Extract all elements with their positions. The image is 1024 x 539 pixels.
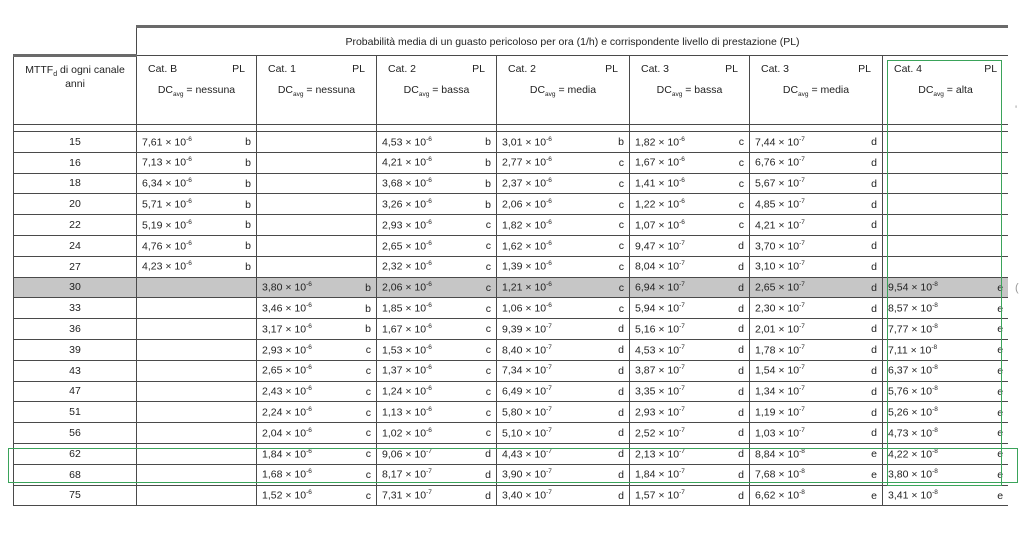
value-cell <box>137 423 257 444</box>
column-header-7: Cat. 4 PL $DC_{avg}$ = alta <box>883 56 1009 125</box>
mttf-cell: 56 <box>14 423 137 444</box>
value-cell: $2,04 \times 10^{-6}$ c <box>257 423 377 444</box>
table-row <box>14 235 1009 256</box>
value-cell: $3,10 \times 10^{-7}$ d <box>750 256 883 277</box>
table-row <box>14 464 1009 485</box>
table-row <box>14 360 1009 381</box>
value-cell: $2,93 \times 10^{-7}$ d <box>630 402 750 423</box>
value-cell: $1,84 \times 10^{-6}$ c <box>257 443 377 464</box>
column-header-1: Cat. B PL $DC_{avg}$ = nessuna <box>137 56 257 125</box>
value-cell: $5,10 \times 10^{-7}$ d <box>497 423 630 444</box>
table-row <box>14 485 1009 506</box>
value-cell: $4,85 \times 10^{-7}$ d <box>750 194 883 215</box>
value-cell <box>137 485 257 506</box>
value-cell: $2,77 \times 10^{-6}$ c <box>497 152 630 173</box>
value-cell <box>257 173 377 194</box>
value-cell: $5,80 \times 10^{-7}$ d <box>497 402 630 423</box>
value-cell: $1,21 \times 10^{-6}$ c <box>497 277 630 298</box>
value-cell: $3,87 \times 10^{-7}$ d <box>630 360 750 381</box>
mttf-cell: 15 <box>14 132 137 153</box>
value-cell <box>883 235 1009 256</box>
value-cell: $2,37 \times 10^{-6}$ c <box>497 173 630 194</box>
value-cell: $2,32 \times 10^{-6}$ c <box>377 256 497 277</box>
value-cell: $1,54 \times 10^{-7}$ d <box>750 360 883 381</box>
value-cell: $7,44 \times 10^{-7}$ d <box>750 132 883 153</box>
mttf-header: $MTTF_d$ di ogni canale anni <box>14 56 137 125</box>
value-cell <box>883 194 1009 215</box>
value-cell <box>883 152 1009 173</box>
value-cell: $4,76 \times 10^{-6}$ b <box>137 235 257 256</box>
value-cell: $5,26 \times 10^{-8}$ e <box>883 402 1009 423</box>
mttf-cell: 43 <box>14 360 137 381</box>
value-cell: $2,65 \times 10^{-7}$ d <box>750 277 883 298</box>
corner-blank <box>14 27 137 56</box>
table-row <box>14 339 1009 360</box>
value-cell: $6,94 \times 10^{-7}$ d <box>630 277 750 298</box>
mttf-cell: 75 <box>14 485 137 506</box>
value-cell: $1,82 \times 10^{-6}$ c <box>497 215 630 236</box>
column-header-5: Cat. 3 PL $DC_{avg}$ = bassa <box>630 56 750 125</box>
column-header-6: Cat. 3 PL $DC_{avg}$ = media <box>750 56 883 125</box>
value-cell: $1,03 \times 10^{-7}$ d <box>750 423 883 444</box>
value-cell: $5,94 \times 10^{-7}$ d <box>630 298 750 319</box>
value-cell: $1,02 \times 10^{-6}$ c <box>377 423 497 444</box>
value-cell: $2,65 \times 10^{-6}$ c <box>377 235 497 256</box>
mttf-cell: 20 <box>14 194 137 215</box>
table-frame <box>13 25 1008 539</box>
value-cell: $9,39 \times 10^{-7}$ d <box>497 319 630 340</box>
value-cell <box>137 360 257 381</box>
value-cell <box>137 381 257 402</box>
value-cell: $4,53 \times 10^{-6}$ b <box>377 132 497 153</box>
value-cell <box>257 215 377 236</box>
value-cell: $4,53 \times 10^{-7}$ d <box>630 339 750 360</box>
value-cell: $6,49 \times 10^{-7}$ d <box>497 381 630 402</box>
value-cell: $1,53 \times 10^{-6}$ c <box>377 339 497 360</box>
value-cell: $1,67 \times 10^{-6}$ c <box>377 319 497 340</box>
value-cell: $1,41 \times 10^{-6}$ c <box>630 173 750 194</box>
table-row <box>14 443 1009 464</box>
table-body <box>14 125 1009 506</box>
value-cell: $6,34 \times 10^{-6}$ b <box>137 173 257 194</box>
value-cell: $5,16 \times 10^{-7}$ d <box>630 319 750 340</box>
main-header: Probabilità media di un guasto pericoloso per ora (1/h) e corrispondente livello di prestazione (PL) <box>137 27 1009 56</box>
value-cell: $3,90 \times 10^{-7}$ d <box>497 464 630 485</box>
value-cell: $3,35 \times 10^{-7}$ d <box>630 381 750 402</box>
value-cell: $8,84 \times 10^{-8}$ e <box>750 443 883 464</box>
mttf-cell: 62 <box>14 443 137 464</box>
value-cell: $5,71 \times 10^{-6}$ b <box>137 194 257 215</box>
value-cell: $7,77 \times 10^{-8}$ e <box>883 319 1009 340</box>
value-cell: $7,13 \times 10^{-6}$ b <box>137 152 257 173</box>
value-cell: $2,06 \times 10^{-6}$ c <box>377 277 497 298</box>
value-cell: $1,22 \times 10^{-6}$ c <box>630 194 750 215</box>
mttf-cell: 22 <box>14 215 137 236</box>
value-cell: $7,61 \times 10^{-6}$ b <box>137 132 257 153</box>
table-row <box>14 173 1009 194</box>
value-cell: $2,93 \times 10^{-6}$ c <box>257 339 377 360</box>
value-cell: $3,68 \times 10^{-6}$ b <box>377 173 497 194</box>
table-row <box>14 319 1009 340</box>
table-row <box>14 215 1009 236</box>
value-cell: $1,84 \times 10^{-7}$ d <box>630 464 750 485</box>
column-header-3: Cat. 2 PL $DC_{avg}$ = bassa <box>377 56 497 125</box>
value-cell: $4,23 \times 10^{-6}$ b <box>137 256 257 277</box>
value-cell: $1,67 \times 10^{-6}$ c <box>630 152 750 173</box>
value-cell: $2,13 \times 10^{-7}$ d <box>630 443 750 464</box>
value-cell: $1,68 \times 10^{-6}$ c <box>257 464 377 485</box>
value-cell: $8,57 \times 10^{-8}$ e <box>883 298 1009 319</box>
value-cell: $2,30 \times 10^{-7}$ d <box>750 298 883 319</box>
value-cell <box>883 215 1009 236</box>
value-cell <box>257 152 377 173</box>
value-cell: $1,13 \times 10^{-6}$ c <box>377 402 497 423</box>
value-cell: $6,37 \times 10^{-8}$ e <box>883 360 1009 381</box>
value-cell: $7,34 \times 10^{-7}$ d <box>497 360 630 381</box>
value-cell: $1,39 \times 10^{-6}$ c <box>497 256 630 277</box>
table-row <box>14 132 1009 153</box>
value-cell <box>137 402 257 423</box>
value-cell: $8,17 \times 10^{-7}$ d <box>377 464 497 485</box>
margin-mark-top: ' <box>1015 104 1018 116</box>
value-cell: $3,01 \times 10^{-6}$ b <box>497 132 630 153</box>
value-cell: $1,24 \times 10^{-6}$ c <box>377 381 497 402</box>
value-cell: $8,40 \times 10^{-7}$ d <box>497 339 630 360</box>
value-cell: $2,06 \times 10^{-6}$ c <box>497 194 630 215</box>
value-cell: $2,01 \times 10^{-7}$ d <box>750 319 883 340</box>
value-cell: $7,68 \times 10^{-8}$ e <box>750 464 883 485</box>
value-cell: $9,47 \times 10^{-7}$ d <box>630 235 750 256</box>
table-row <box>14 423 1009 444</box>
value-cell: $2,52 \times 10^{-7}$ d <box>630 423 750 444</box>
value-cell: $3,70 \times 10^{-7}$ d <box>750 235 883 256</box>
mttf-cell: 68 <box>14 464 137 485</box>
value-cell <box>137 319 257 340</box>
table-row <box>14 152 1009 173</box>
value-cell: $5,67 \times 10^{-7}$ d <box>750 173 883 194</box>
value-cell: $3,17 \times 10^{-6}$ b <box>257 319 377 340</box>
value-cell <box>257 235 377 256</box>
value-cell: $1,07 \times 10^{-6}$ c <box>630 215 750 236</box>
value-cell: $2,24 \times 10^{-6}$ c <box>257 402 377 423</box>
value-cell <box>137 443 257 464</box>
mttf-cell: 47 <box>14 381 137 402</box>
value-cell: $9,06 \times 10^{-7}$ d <box>377 443 497 464</box>
value-cell <box>883 256 1009 277</box>
value-cell: $3,80 \times 10^{-8}$ e <box>883 464 1009 485</box>
table-row <box>14 298 1009 319</box>
value-cell <box>257 256 377 277</box>
value-cell: $2,43 \times 10^{-6}$ c <box>257 381 377 402</box>
table-row <box>14 381 1009 402</box>
value-cell <box>137 464 257 485</box>
mttf-cell: 33 <box>14 298 137 319</box>
value-cell: $8,04 \times 10^{-7}$ d <box>630 256 750 277</box>
mttf-cell: 51 <box>14 402 137 423</box>
mttf-cell: 27 <box>14 256 137 277</box>
mttf-cell: 36 <box>14 319 137 340</box>
value-cell <box>137 277 257 298</box>
value-cell: $6,76 \times 10^{-7}$ d <box>750 152 883 173</box>
value-cell: $1,78 \times 10^{-7}$ d <box>750 339 883 360</box>
value-cell: $6,62 \times 10^{-8}$ e <box>750 485 883 506</box>
value-cell: $3,80 \times 10^{-6}$ b <box>257 277 377 298</box>
value-cell <box>883 132 1009 153</box>
table-row <box>14 277 1009 298</box>
value-cell: $1,06 \times 10^{-6}$ c <box>497 298 630 319</box>
table-row <box>14 402 1009 423</box>
value-cell: $2,93 \times 10^{-6}$ c <box>377 215 497 236</box>
value-cell: $1,19 \times 10^{-7}$ d <box>750 402 883 423</box>
header-gap-row <box>14 125 1009 132</box>
value-cell: $7,11 \times 10^{-8}$ e <box>883 339 1009 360</box>
value-cell <box>883 173 1009 194</box>
value-cell: $1,34 \times 10^{-7}$ d <box>750 381 883 402</box>
table-row <box>14 256 1009 277</box>
value-cell: $1,57 \times 10^{-7}$ d <box>630 485 750 506</box>
value-cell <box>137 298 257 319</box>
value-cell <box>137 339 257 360</box>
value-cell: $3,41 \times 10^{-8}$ e <box>883 485 1009 506</box>
value-cell: $4,21 \times 10^{-7}$ d <box>750 215 883 236</box>
value-cell: $3,46 \times 10^{-6}$ b <box>257 298 377 319</box>
value-cell: $5,19 \times 10^{-6}$ b <box>137 215 257 236</box>
value-cell: $3,26 \times 10^{-6}$ b <box>377 194 497 215</box>
value-cell: $7,31 \times 10^{-7}$ d <box>377 485 497 506</box>
value-cell: $5,76 \times 10^{-8}$ e <box>883 381 1009 402</box>
value-cell: $9,54 \times 10^{-8}$ e <box>883 277 1009 298</box>
value-cell: $2,65 \times 10^{-6}$ c <box>257 360 377 381</box>
value-cell: $1,37 \times 10^{-6}$ c <box>377 360 497 381</box>
value-cell: $1,62 \times 10^{-6}$ c <box>497 235 630 256</box>
mttf-cell: 30 <box>14 277 137 298</box>
column-header-4: Cat. 2 PL $DC_{avg}$ = media <box>497 56 630 125</box>
value-cell: $4,73 \times 10^{-8}$ e <box>883 423 1009 444</box>
value-cell: $4,21 \times 10^{-6}$ b <box>377 152 497 173</box>
pl-probability-table <box>13 25 1008 506</box>
value-cell <box>257 132 377 153</box>
mttf-cell: 18 <box>14 173 137 194</box>
value-cell: $3,40 \times 10^{-7}$ d <box>497 485 630 506</box>
value-cell: $4,22 \times 10^{-8}$ e <box>883 443 1009 464</box>
value-cell: $1,52 \times 10^{-6}$ c <box>257 485 377 506</box>
mttf-cell: 39 <box>14 339 137 360</box>
table-row <box>14 194 1009 215</box>
value-cell: $1,82 \times 10^{-6}$ c <box>630 132 750 153</box>
mttf-cell: 16 <box>14 152 137 173</box>
column-header-2: Cat. 1 PL $DC_{avg}$ = nessuna <box>257 56 377 125</box>
margin-mark-bottom: ( <box>1015 282 1019 294</box>
mttf-cell: 24 <box>14 235 137 256</box>
value-cell: $1,85 \times 10^{-6}$ c <box>377 298 497 319</box>
value-cell: $4,43 \times 10^{-7}$ d <box>497 443 630 464</box>
value-cell <box>257 194 377 215</box>
